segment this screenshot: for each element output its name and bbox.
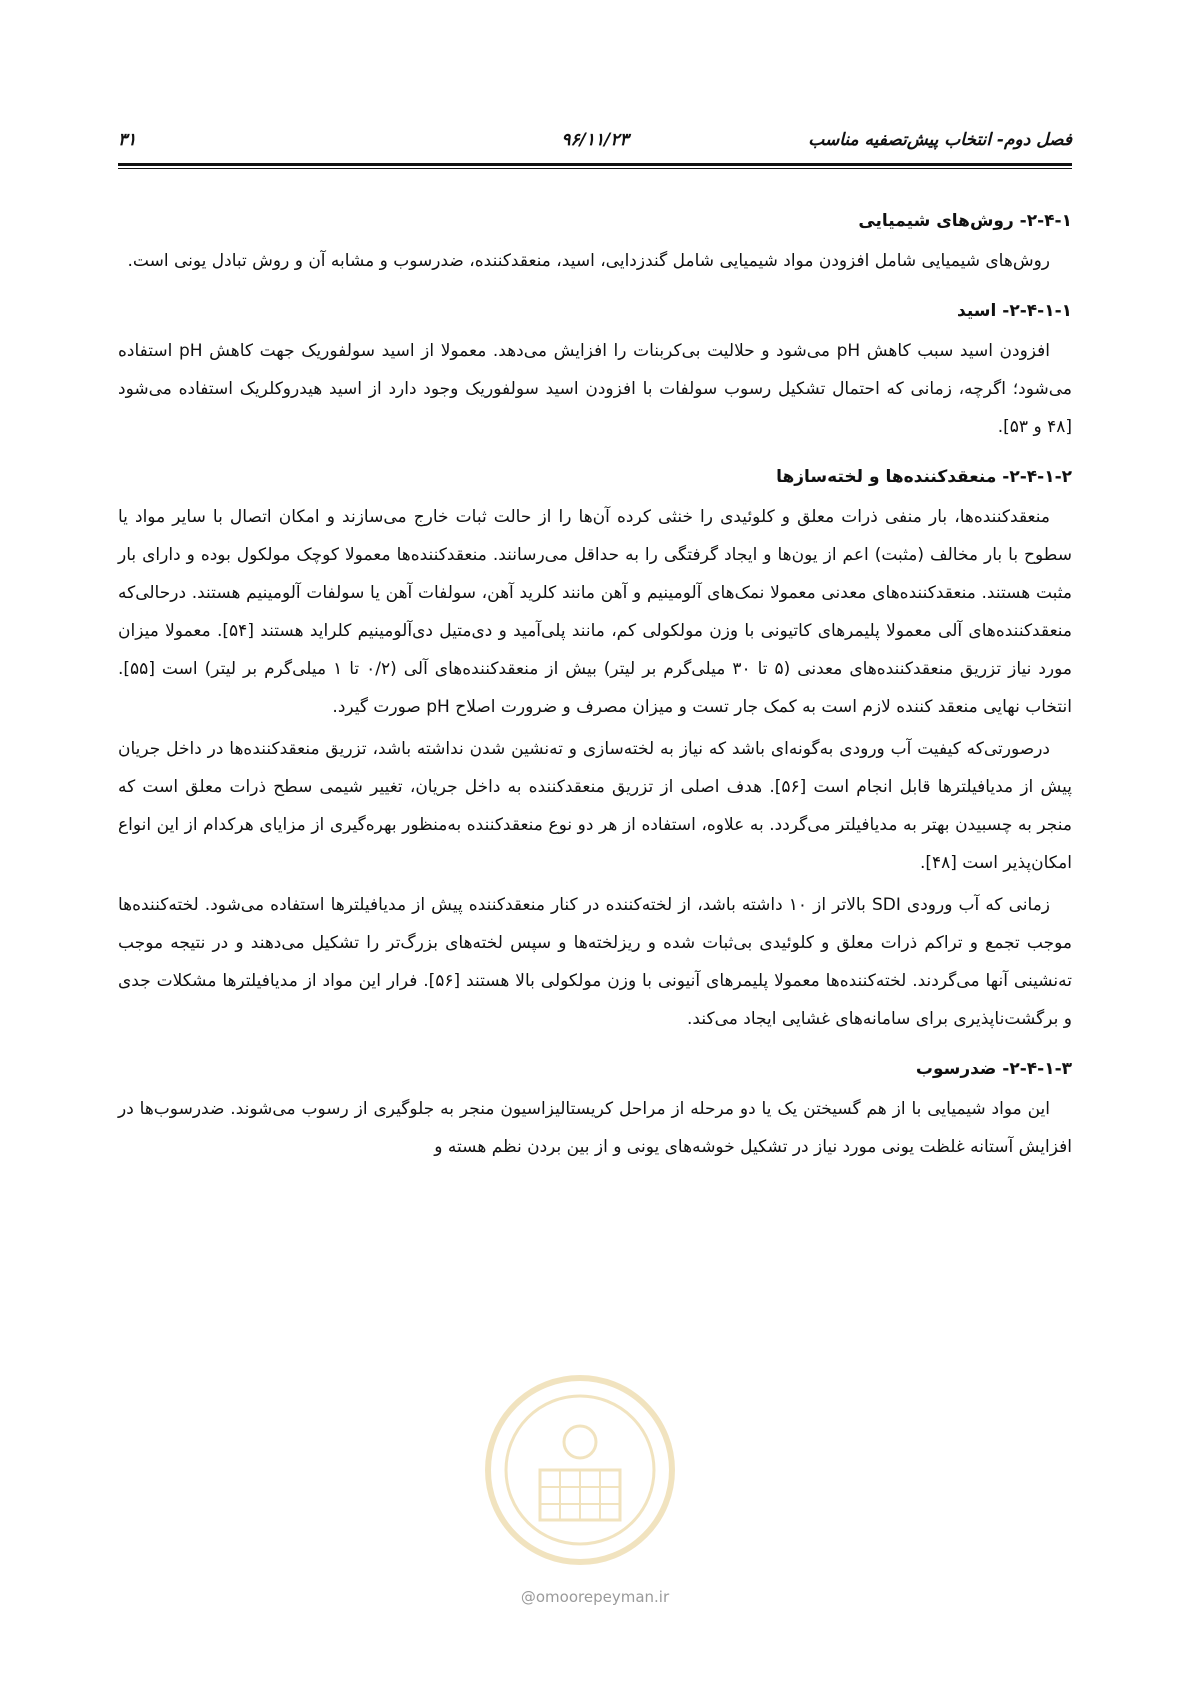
- paragraph: زمانی که آب ورودی SDI بالاتر از ۱۰ داشته باشد، از لخته‌کننده در کنار منعقدکننده پیش از مدیافیلترها استفاده می‌شود. لخته‌کننده‌ها موجب تجمع و تراکم ذرات معلق و کلوئیدی بی‌ثبات شده و ریزلخته‌ها و سپس لخته‌های بزرگ‌تر را تشکیل می‌دهند و در نتیجه موجب ته‌نشینی آنها می‌گردند. لخته‌کننده‌ها معمولا پلیمرهای آنیونی با وزن مولکولی بالا هستند [۵۶]. فرار این مواد از مدیافیلترها مشکلات جدی و برگشت‌ناپذیری برای سامانه‌های غشایی ایجاد می‌کند.: [118, 895, 1073, 1029]
- paragraph: روش‌های شیمیایی شامل افزودن مواد شیمیایی شامل گندزدایی، اسید، منعقدکننده، ضدرسوب و مشابه آن و روش تبادل یونی است.: [127, 251, 1050, 271]
- paragraph: این مواد شیمیایی با از هم گسیختن یک یا دو مرحله از مراحل کریستالیزاسیون منجر به جلوگیری از رسوب می‌شوند. ضدرسوب‌ها در افزایش آستانه غلظت یونی مورد نیاز در تشکیل خوشه‌های یونی و از بین بردن نظم هسته و: [118, 1099, 1072, 1157]
- watermark-seal-icon: [480, 1370, 680, 1570]
- watermark-url: @omoorepeyman.ir: [520, 1588, 670, 1606]
- header-date: ۹۶/۱۱/۲۳: [561, 130, 629, 150]
- section-heading-acid: ۲-۴-۱-۱- اسید: [957, 301, 1072, 321]
- paragraph: منعقدکننده‌ها، بار منفی ذرات معلق و کلوئیدی را خنثی کرده آن‌ها را از حالت ثبات خارج می‌سازند و امکان اتصال با سایر مواد یا سطوح با بار مخالف (مثبت) اعم از یون‌ها و ایجاد گرفتگی را به حداقل می‌رسانند. منعقدکننده‌ها معمولا کوچک مولکول بوده و دارای بار مثبت هستند. منعقدکننده‌های معدنی معمولا نمک‌های آلومینیم و آهن مانند کلرید آهن، سولفات آهن یا سولفات آلومینیم هستند. درحالی‌که منعقدکننده‌های آلی معمولا پلیمرهای کاتیونی با وزن مولکولی کم، مانند پلی‌آمید و دی‌متیل دی‌آلومینیم کلراید هستند [۵۴]. معمولا میزان مورد نیاز تزریق منعقدکننده‌های معدنی (۵ تا ۳۰ میلی‌گرم بر لیتر) بیش از منعقدکننده‌های آلی (۰/۲ تا ۱ میلی‌گرم بر لیتر) است [۵۵]. انتخاب نهایی منعقد کننده لازم است به کمک جار تست و میزان مصرف و ضرورت اصلاح pH صورت گیرد.: [118, 507, 1073, 717]
- section-heading-coagulants: ۲-۴-۱-۲- منعقدکننده‌ها و لخته‌سازها: [776, 467, 1072, 487]
- paragraph: افزودن اسید سبب کاهش pH می‌شود و حلالیت بی‌کربنات را افزایش می‌دهد. معمولا از اسید سولفوریک جهت کاهش pH استفاده می‌شود؛ اگرچه، زمانی که احتمال تشکیل رسوب سولفات با افزودن اسید سولفوریک وجود دارد از اسید هیدروکلریک استفاده می‌شود [۴۸ و ۵۳].: [118, 341, 1072, 437]
- section-heading-chemical-methods: ۲-۴-۱- روش‌های شیمیایی: [858, 211, 1072, 231]
- header-rule-thin: [118, 168, 1072, 169]
- section-heading-antiscalant: ۲-۴-۱-۳- ضدرسوب: [915, 1059, 1072, 1079]
- page-number: ۳۱: [118, 130, 137, 150]
- document-body: [118, 206, 1072, 1166]
- paragraph: درصورتی‌که کیفیت آب ورودی به‌گونه‌ای باشد که نیاز به لخته‌سازی و ته‌نشین شدن نداشته باشد، تزریق منعقدکننده‌ها در داخل جریان پیش از مدیافیلترها قابل انجام است [۵۶]. هدف اصلی از تزریق منعقدکننده به داخل جریان، تغییر شیمی سطح ذرات معلق است که منجر به چسبیدن بهتر به مدیافیلتر می‌گردد. به علاوه، استفاده از هر دو نوع منعقدکننده به‌منظور بهره‌گیری از مزایای هرکدام از این انواع امکان‌پذیر است [۴۸].: [118, 739, 1072, 873]
- header-rule-thick: [118, 163, 1072, 166]
- chapter-title: فصل دوم- انتخاب پیش‌تصفیه مناسب: [808, 130, 1072, 150]
- running-header: [118, 130, 1072, 160]
